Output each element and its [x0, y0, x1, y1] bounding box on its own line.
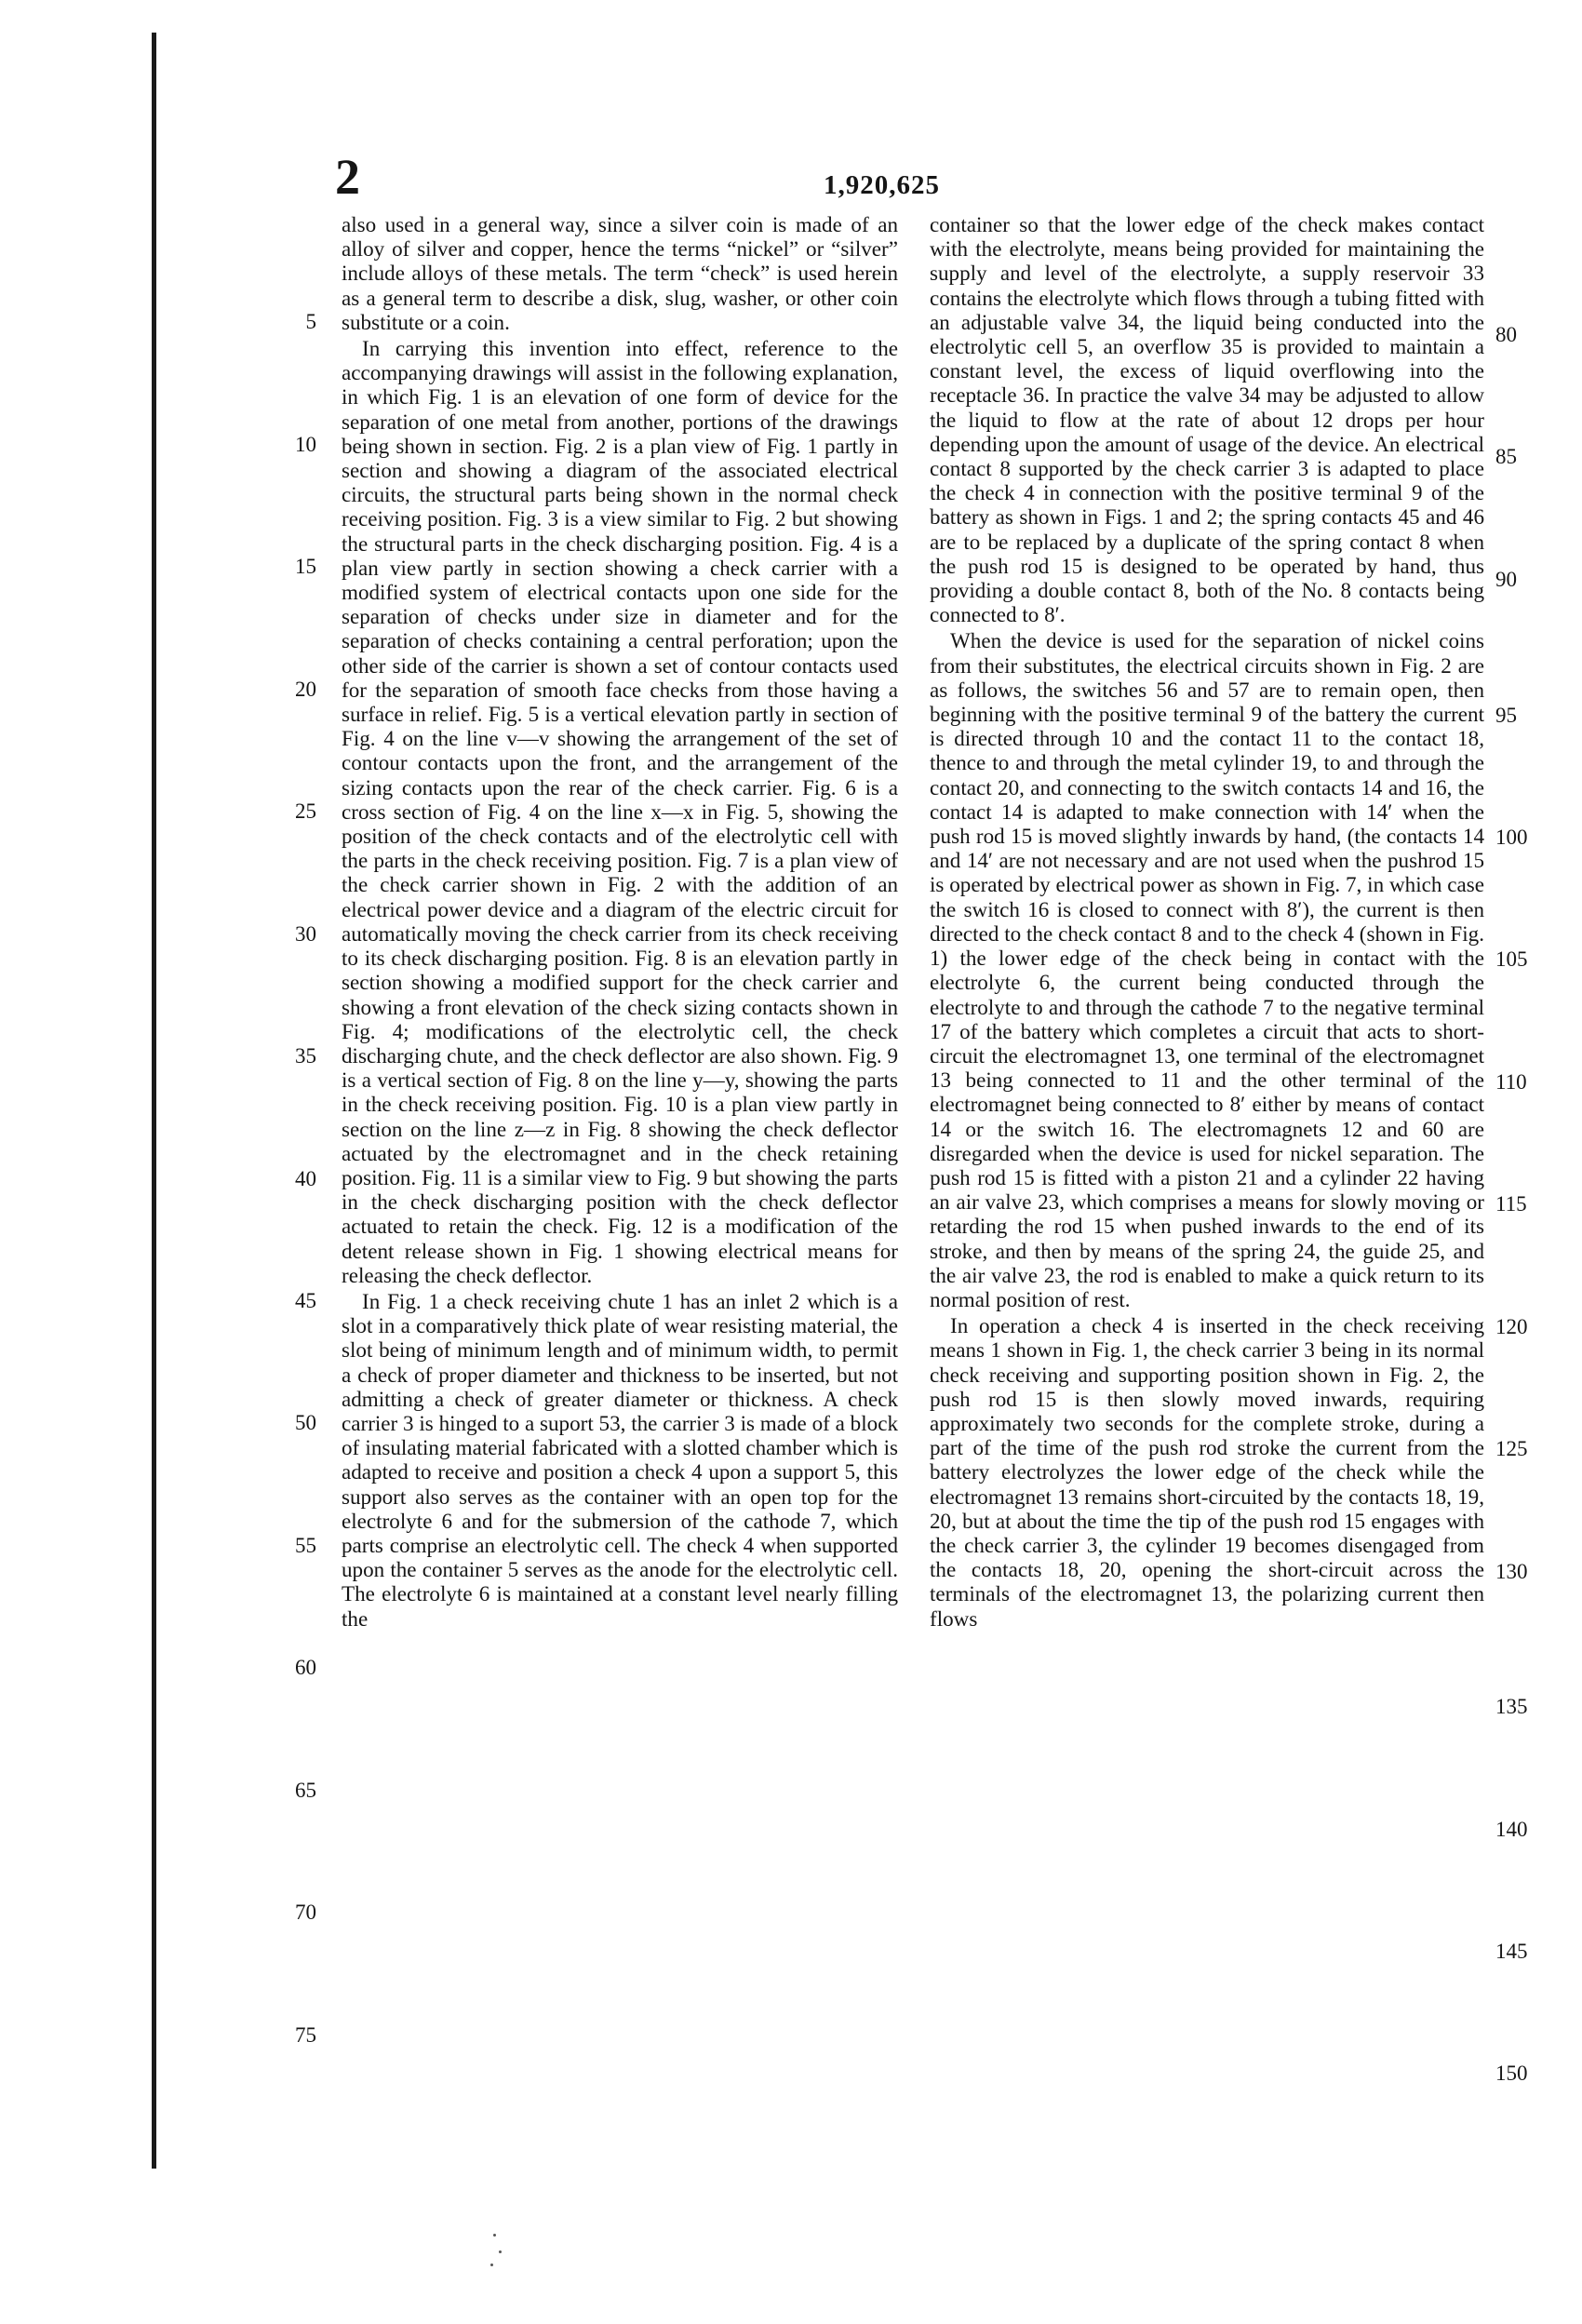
patent-number: 1,920,625 — [824, 170, 940, 200]
line-number-left: 55 — [295, 1534, 316, 1557]
left-paragraph-3: In Fig. 1 a check receiving chute 1 has an inlet 2 which is a slot in a comparatively thick plate of wear resisting material, the slot being of minimum length and of minimum width, to permit a check of proper diameter and thickness to be inserted, but not admitting a check of greater diameter or thickness. A check carrier 3 is hinged to a suport 53, the carrier 3 is made of a block of insulating material fabricated with a slotted chamber which is adapted to receive and position a check 4 upon a support 5, this support also serves as the container with an open top for the electrolyte 6 and for the submersion of the cathode 7, which parts comprise an electrolytic cell. The check 4 when supported upon the container 5 serves as the anode for the electrolytic cell. The electrolyte 6 is maintained at a constant level nearly filling the — [342, 1288, 898, 1631]
line-number-right: 125 — [1495, 1437, 1528, 1460]
scan-speck — [490, 2264, 493, 2266]
line-number-right: 135 — [1495, 1695, 1528, 1718]
right-paragraph-1: container so that the lower edge of the check makes contact with the electrolyte, means being provided for maintaining the supply and level of the electrolyte, a supply reservoir 33 contains the electrolyte which flows through a tubing fitted with an adjustable valve 34, the liquid being conducted into the electrolytic cell 5, an overflow 35 is provided to maintain a constant level, the excess of liquid overflowing into the receptacle 36. In practice the valve 34 may be adjusted to allow the liquid to flow at the rate of about 12 drops per hour depending upon the amount of usage of the device. An electrical contact 8 supported by the check carrier 3 is adapted to place the check 4 in connection with the positive terminal 9 of the battery as shown in Figs. 1 and 2; the spring contacts 45 and 46 are to be replaced by a duplicate of the spring contact 8 when the push rod 15 is designed to be operated by hand, thus providing a double contact 8, both of the No. 8 contacts being connected to 8′. — [930, 212, 1484, 627]
line-number-right: 130 — [1495, 1560, 1528, 1583]
line-number-left: 40 — [295, 1167, 316, 1190]
line-number-left: 70 — [295, 1901, 316, 1924]
line-number-left: 20 — [295, 678, 316, 701]
line-number-right: 140 — [1495, 1818, 1528, 1841]
line-number-left: 30 — [295, 922, 316, 946]
left-paragraph-1: also used in a general way, since a silver coin is made of an alloy of silver and copper, hence the terms “nickel” or “silver” include alloys of these metals. The term “check” is used herein as a general term to describe a disk, slug, washer, or other coin substitute or a coin. — [342, 212, 898, 334]
scan-margin-bar — [152, 33, 156, 2169]
scan-speck — [499, 2250, 502, 2253]
line-number-right: 95 — [1495, 704, 1517, 727]
line-number-left: 5 — [305, 310, 316, 333]
line-number-left: 65 — [295, 1779, 316, 1802]
line-number-left: 75 — [295, 2023, 316, 2047]
line-number-right: 80 — [1495, 323, 1517, 346]
line-number-right: 105 — [1495, 947, 1528, 971]
line-number-left: 15 — [295, 555, 316, 578]
scan-speck — [493, 2234, 496, 2237]
page-number: 2 — [335, 149, 360, 205]
line-number-right: 110 — [1495, 1070, 1527, 1094]
line-number-left: 35 — [295, 1044, 316, 1068]
line-number-right: 90 — [1495, 568, 1517, 591]
right-paragraph-2: When the device is used for the separation of nickel coins from their substitutes, the electrical circuits shown in Fig. 2 are as follows, the switches 56 and 57 are to remain open, then beginning with the positive terminal 9 of the battery the current is directed through 10 and the contact 11 to the contact 18, thence to and through the metal cylinder 19, to and through the contact 20, and connecting to the switch contacts 14 and 16, the contact 14 is adapted to make connection with 14′ when the push rod 15 is moved slightly inwards by hand, (the contacts 14 and 14′ are not necessary and are not used when the pushrod 15 is operated by electrical power as shown in Fig. 7, in which case the switch 16 is closed to connect with 8′), the current is then directed to the check contact 8 and to the check 4 (shown in Fig. 1) the lower edge of the check being in contact with the electrolyte 6, the current being conducted through the electrolyte to and through the cathode 7 to the negative terminal 17 of the battery which completes a circuit that acts to short-circuit the electromagnet 13, one terminal of the electromagnet 13 being connected to 11 and the other terminal of the electromagnet being connected to 8′ either by means of contact 14 or the switch 16. The electromagnets 12 and 60 are disregarded when the device is used for nickel separation. The push rod 15 is fitted with a piston 21 and a cylinder 22 having an air valve 23, which comprises a means for slowly moving or retarding the rod 15 when pushed inwards to the end of its stroke, and then by means of the spring 24, the guide 25, and the air valve 23, the rod is enabled to make a quick return to its normal position of rest. — [930, 628, 1484, 1311]
line-number-left: 50 — [295, 1411, 316, 1434]
left-paragraph-2: In carrying this invention into effect, reference to the accompanying drawings will assist in the following explanation, in which Fig. 1 is an elevation of one form of device for the separation of one metal from another, portions of the drawings being shown in section. Fig. 2 is a plan view of Fig. 1 partly in section and showing a diagram of the associated electrical circuits, the structural parts being shown in the normal check receiving position. Fig. 3 is a view similar to Fig. 2 but showing the structural parts in the check discharging position. Fig. 4 is a plan view partly in section showing a check carrier with a modified system of electrical contacts upon one side for the separation of checks under size in diameter and for the separation of checks containing a central perforation; upon the other side of the carrier is shown a set of contour contacts used for the separation of smooth face checks from those having a surface in relief. Fig. 5 is a vertical elevation partly in section of Fig. 4 on the line v—v showing the arrangement of the set of contour contacts upon the front, and the arrangement of the sizing contacts upon the rear of the check carrier. Fig. 6 is a cross section of Fig. 4 on the line x—x in Fig. 5, showing the position of the check contacts and of the electrolytic cell with the parts in the check receiving position. Fig. 7 is a plan view of the check carrier shown in Fig. 2 with the addition of an electrical power device and a diagram of the electric circuit for automatically moving the check carrier from its check receiving to its check discharging position. Fig. 8 is an elevation partly in section showing a modified support for the check carrier and showing a front elevation of the check sizing contacts shown in Fig. 4; modifications of the electrolytic cell, the check discharging chute, and the check deflector are also shown. Fig. 9 is a vertical section of Fig. 8 on the line y—y, showing the parts in the check receiving position. Fig. 10 is a plan view partly in section on the line z—z in Fig. 8 showing the check deflector actuated by the electromagnet and in the check retaining position. Fig. 11 is a similar view to Fig. 9 but showing the parts in the check discharging position with the check deflector actuated to retain the check. Fig. 12 is a modification of the detent release shown in Fig. 1 showing electrical means for releasing the check deflector. — [342, 336, 898, 1287]
line-number-left: 45 — [295, 1289, 316, 1312]
line-number-left: 60 — [295, 1656, 316, 1679]
line-number-right: 115 — [1495, 1192, 1527, 1216]
right-column — [930, 212, 1484, 1631]
line-number-right: 120 — [1495, 1315, 1528, 1338]
line-number-left: 10 — [295, 433, 316, 456]
line-number-right: 150 — [1495, 2062, 1528, 2085]
right-paragraph-3: In operation a check 4 is inserted in the check receiving means 1 shown in Fig. 1, the check carrier 3 being in its normal check receiving and supporting position shown in Fig. 2, the push rod 15 is then slowly moved inwards, requiring approximately two seconds for the complete stroke, during a part of the time of the push rod stroke the current from the battery electrolyzes the lower edge of the check while the electromagnet 13 remains short-circuited by the contacts 18, 19, 20, but at about the time the tip of the push rod 15 engages with the check carrier 3, the cylinder 19 becomes disengaged from the contacts 18, 20, opening the short-circuit across the terminals of the electromagnet 13, the polarizing current then flows — [930, 1313, 1484, 1631]
line-number-right: 85 — [1495, 445, 1517, 468]
line-number-right: 145 — [1495, 1940, 1528, 1963]
left-column — [342, 212, 898, 1631]
line-number-right: 100 — [1495, 826, 1528, 849]
line-number-left: 25 — [295, 799, 316, 823]
